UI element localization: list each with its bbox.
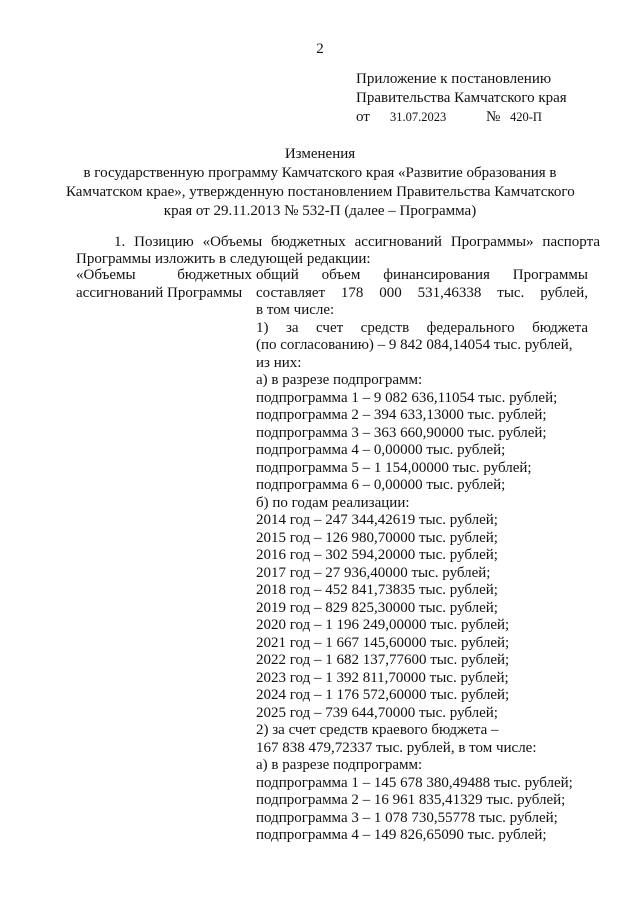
- right-line: 2023 год – 1 392 811,70000 тыс. рублей;: [256, 669, 509, 686]
- heading-line-3: Камчатском крае», утвержденную постановлением Правительства Камчатского: [66, 184, 575, 200]
- right-line: 2018 год – 452 841,73835 тыс. рублей;: [256, 582, 498, 598]
- right-line: подпрограмма 4 – 0,00000 тыс. рублей;: [256, 442, 506, 458]
- right-line: 2016 год – 302 594,20000 тыс. рублей;: [256, 547, 498, 563]
- item-1-line-2: Программы изложить в следующей редакции:: [76, 251, 371, 267]
- right-line: 2025 год – 739 644,70000 тыс. рублей;: [256, 704, 498, 721]
- appendix-line-2: Правительства Камчатского края: [356, 90, 567, 106]
- right-line: подпрограмма 1 – 9 082 636,11054 тыс. рублей;: [256, 389, 558, 406]
- left-line-2: ассигнований Программы: [76, 284, 243, 301]
- right-line: подпрограмма 3 – 363 660,90000 тыс. рублей;: [256, 424, 547, 441]
- right-line: 2015 год – 126 980,70000 тыс. рублей;: [256, 529, 498, 546]
- right-line: 2017 год – 27 936,40000 тыс. рублей;: [256, 564, 491, 581]
- document-number: 420-П: [510, 110, 542, 124]
- right-line: 167 838 479,72337 тыс. рублей, в том числе:: [256, 739, 537, 756]
- right-line: подпрограмма 4 – 149 826,65090 тыс. рублей;: [256, 827, 547, 843]
- item-1-paragraph: [76, 234, 600, 268]
- number-label: №: [486, 109, 501, 125]
- right-line: подпрограмма 5 – 1 154,00000 тыс. рублей;: [256, 459, 532, 476]
- right-line: составляет 178 000 531,46338 тыс. рублей,: [256, 284, 588, 301]
- right-line: а) в разрезе подпрограмм:: [256, 372, 423, 388]
- document-heading: [66, 145, 574, 221]
- right-line: 2014 год – 247 344,42619 тыс. рублей;: [256, 512, 498, 528]
- right-line: а) в разрезе подпрограмм:: [256, 757, 423, 773]
- right-line: 2021 год – 1 667 145,60000 тыс. рублей;: [256, 634, 510, 651]
- right-line: подпрограмма 1 – 145 678 380,49488 тыс. рублей;: [256, 774, 573, 791]
- heading-title: Изменения: [284, 146, 356, 162]
- right-line: из них:: [256, 354, 302, 371]
- item-1-line-1: 1. Позицию «Объемы бюджетных ассигнований Программы» паспорта: [114, 234, 600, 250]
- right-line: 2022 год – 1 682 137,77600 тыс. рублей;: [256, 652, 510, 668]
- table-right-column: [256, 267, 588, 845]
- right-line: 2) за счет средств краевого бюджета –: [256, 722, 499, 738]
- appendix-block: [356, 70, 616, 127]
- table-left-column: [76, 267, 252, 845]
- right-line: (по согласованию) – 9 842 084,14054 тыс. рублей,: [256, 337, 573, 353]
- right-line: подпрограмма 2 – 16 961 835,41329 тыс. рублей;: [256, 792, 566, 808]
- appendix-signature-line: [356, 108, 616, 127]
- right-line: 2019 год – 829 825,30000 тыс. рублей;: [256, 599, 498, 616]
- heading-line-4: края от 29.11.2013 № 532-П (далее – Программа): [163, 203, 477, 219]
- right-line: подпрограмма 6 – 0,00000 тыс. рублей;: [256, 477, 506, 493]
- right-line: общий объем финансирования Программы: [256, 267, 588, 283]
- document-date: 31.07.2023: [390, 110, 447, 124]
- page-number: 2: [316, 41, 324, 57]
- right-line: б) по годам реализации:: [256, 494, 410, 511]
- right-line: 1) за счет средств федерального бюджета: [256, 319, 588, 336]
- right-line: подпрограмма 3 – 1 078 730,55778 тыс. рублей;: [256, 809, 558, 826]
- right-line: 2020 год – 1 196 249,00000 тыс. рублей;: [256, 617, 510, 633]
- right-line: 2024 год – 1 176 572,60000 тыс. рублей;: [256, 687, 510, 703]
- right-line: в том числе:: [256, 302, 335, 318]
- appendix-line-1: Приложение к постановлению: [356, 71, 552, 87]
- budget-table: [76, 267, 600, 845]
- from-label: от: [356, 109, 370, 125]
- heading-line-2: в государственную программу Камчатского края «Развитие образования в: [83, 165, 557, 181]
- left-line-1: «Объемы бюджетных: [76, 267, 252, 283]
- right-line: подпрограмма 2 – 394 633,13000 тыс. рублей;: [256, 407, 547, 423]
